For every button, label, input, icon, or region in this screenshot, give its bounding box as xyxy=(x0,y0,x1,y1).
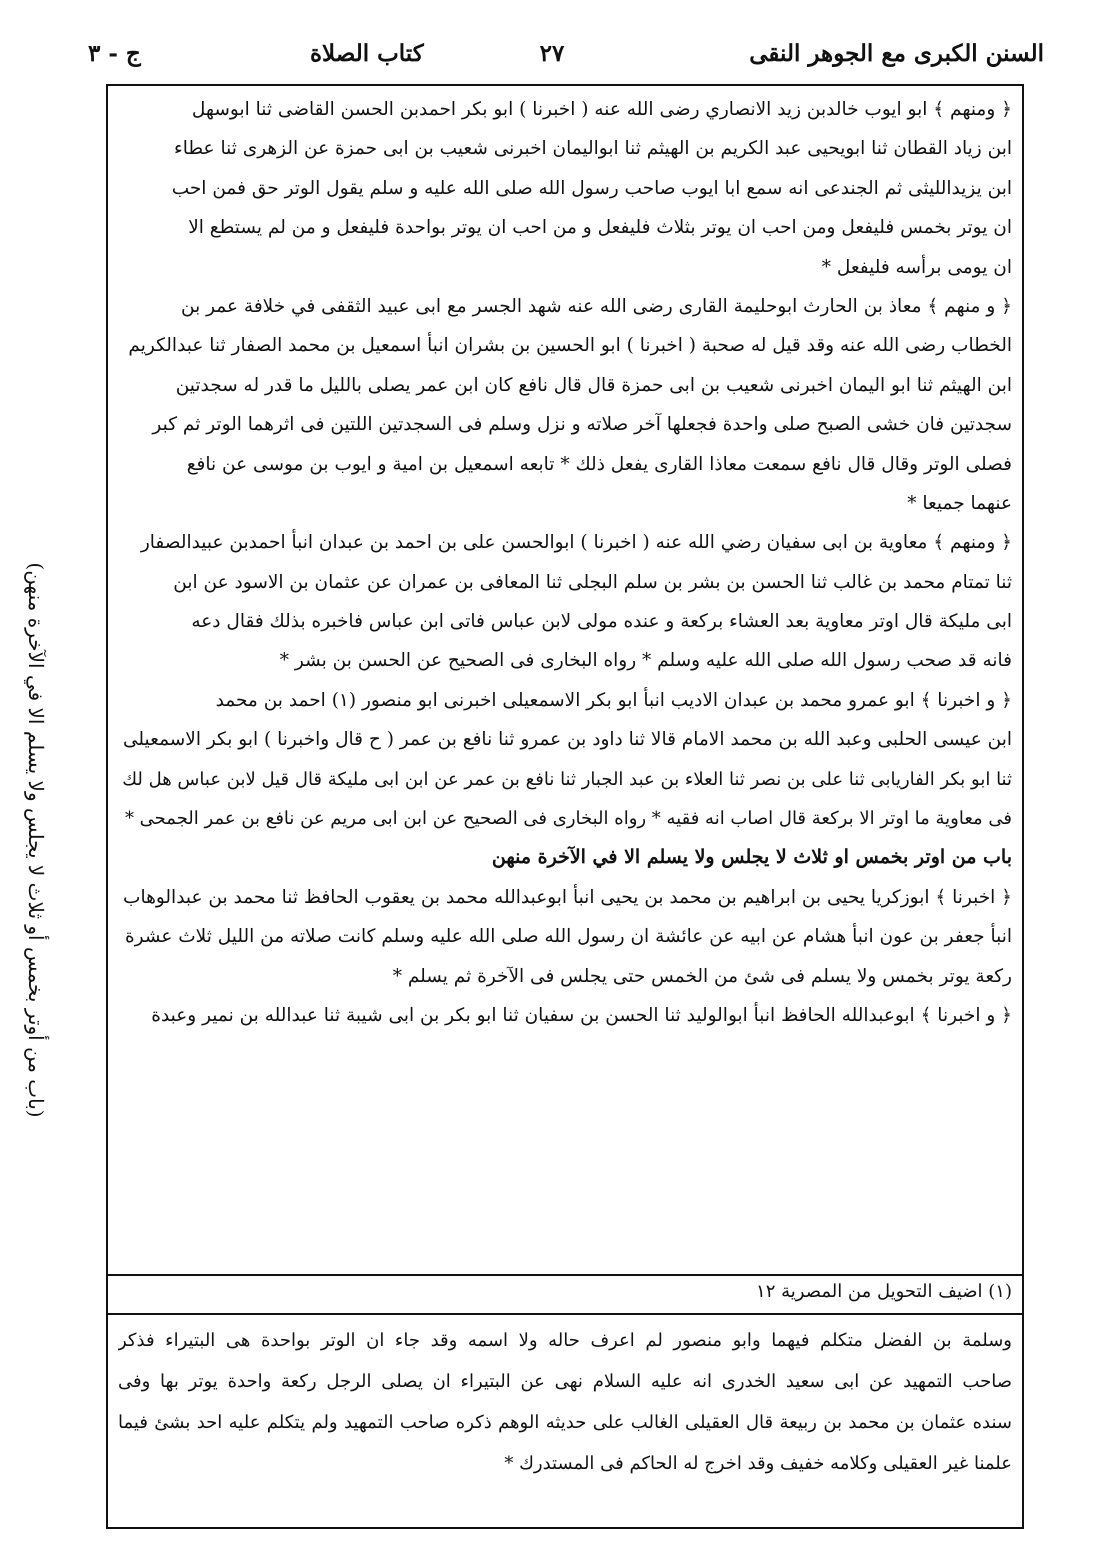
page-header xyxy=(60,36,1044,80)
book-title: السنن الكبرى مع الجوهر النقى xyxy=(749,40,1044,67)
text-line: ابى مليكة قال اوتر معاوية بعد العشاء بركعة و عنده مولى لابن عباس فاتى ابن عباس فاخبره بذلك فقال دعه xyxy=(191,611,1012,633)
text-line: عنهما جميعا * xyxy=(907,492,1012,514)
text-line: ركعة يوتر بخمس ولا يسلم فى شئ من الخمس حتى يجلس فى الآخرة ثم يسلم * xyxy=(392,965,1012,987)
page-number: ٢٧ xyxy=(539,40,565,67)
margin-note-text: (باب من أوتر بخمس أو ثلاث لا يجلس ولا يسلم الا في الآخرة منهن) xyxy=(24,562,48,1118)
text-line: ﴿ اخبرنا ﴾ ابوزكريا يحيى بن ابراهيم بن محمد بن يحيى انبأ ابوعبدالله محمد بن يعقوب الحافظ ثنا محمد بن عبدالوهاب xyxy=(123,886,1012,908)
text-line: ان يوتر بخمس فليفعل ومن احب ان يوتر بثلاث فليفعل و من احب ان يوتر بواحدة فليفعل و من لم يستطع الا xyxy=(188,217,1012,239)
text-line: ﴿ ومنهم ﴾ ابو ايوب خالدبن زيد الانصاري رضى الله عنه ( اخبرنا ) ابو بكر احمدبن الحسن القاضى ثنا ابوسهل xyxy=(191,99,1012,120)
text-line: ابن الهيثم ثنا ابو اليمان اخبرنى شعيب بن ابى حمزة قال قال نافع كان ابن عمر يصلى بالليل ما قدر له سجدتين xyxy=(175,374,1012,396)
text-line: ابن عيسى الحلبى وعبد الله بن محمد الامام قالا ثنا داود بن عمرو ثنا نافع بن عمر ( ح قال واخبرنا ) ابو بكر الاسمعيلى xyxy=(123,729,1012,751)
margin-chapter-note xyxy=(16,490,56,1190)
section-title: كتاب الصلاة xyxy=(310,40,424,67)
text-line: ﴿ و اخبرنا ﴾ ابوعبدالله الحافظ انبأ ابوالوليد ثنا الحسن بن سفيان ثنا ابو بكر بن ابى شيبة ثنا عبدالله بن نمير وعبدة xyxy=(151,1004,1012,1026)
footnote-text: (١) اضيف التحويل من المصرية ١٢ xyxy=(756,1281,1012,1302)
text-line: فانه قد صحب رسول الله صلى الله عليه وسلم * رواه البخارى فى الصحيح عن الحسن بن بشر * xyxy=(279,650,1012,672)
commentary-line: وسلمة بن الفضل متكلم فيهما وابو منصور لم اعرف حاله ولا اسمه وقد جاء ان الوتر بواحدة هى البتيراء فذكر xyxy=(118,1330,1012,1351)
text-line: ابن زياد القطان ثنا ابويحيى عبد الكريم بن الهيثم ثنا ابواليمان اخبرنى شعيب بن ابى حمزة عن الزهرى ثنا عطاء xyxy=(174,138,1012,160)
commentary-line: سنده عثمان بن محمد بن ربيعة قال العقيلى الغالب على حديثه الوهم ذكره صاحب التمهيد ولم يتكلم عليه احد بشئ فيما xyxy=(118,1412,1012,1433)
text-line: ثنا ابو بكر الفاريابى ثنا على بن نصر ثنا العلاء بن عبد الجبار ثنا نافع بن عمر عن ابن ابى مليكة قال قيل لابن عباس هل لك xyxy=(122,768,1012,790)
text-line: ابن يزيدالليثى ثم الجندعى انه سمع ابا ايوب صاحب رسول الله صلى الله عليه و سلم يقول الوتر حق فمن احب xyxy=(171,177,1012,199)
text-line: ﴿ ومنهم ﴾ معاوية بن ابى سفيان رضي الله عنه ( اخبرنا ) ابوالحسن على بن احمد بن عبدان انبأ احمدبن عبيدالصفار xyxy=(140,532,1012,554)
text-line: ﴿ و اخبرنا ﴾ ابو عمرو محمد بن عبدان الاديب انبأ ابو بكر الاسمعيلى اخبرنى ابو منصور (١) احمد بن محمد xyxy=(215,689,1012,711)
commentary-text xyxy=(118,1320,1012,1484)
text-line: ان يومى برأسه فليفعل * xyxy=(821,256,1012,278)
volume-label: ج - ٣ xyxy=(88,40,141,67)
text-line: ثنا تمتام محمد بن غالب ثنا الحسن بن بشر بن سلم البجلى ثنا المعافى بن عمران عن عثمان بن الاسود عن ابن xyxy=(173,571,1012,593)
text-line: الخطاب رضى الله عنه وقد قيل له صحبة ( اخبرنا ) ابو الحسين بن بشران انبأ اسمعيل بن محمد الصفار ثنا عبدالكريم xyxy=(128,335,1012,357)
main-text xyxy=(118,90,1012,1035)
text-line: انبأ جعفر بن عون انبأ هشام عن ابيه عن عائشة ان رسول الله صلى الله عليه وسلم كانت صلاته من الليل ثلاث عشرة xyxy=(124,926,1012,948)
commentary-line: علمنا غير العقيلى وكلامه خفيف وقد اخرج له الحاكم فى المستدرك * xyxy=(504,1453,1012,1474)
commentary-divider xyxy=(106,1313,1024,1315)
footnote xyxy=(118,1276,1012,1308)
text-line: فى معاوية ما اوتر الا بركعة قال اصاب انه فقيه * رواه البخارى فى الصحيح عن ابن ابى مريم عن نافع بن عمر الجمحى * xyxy=(124,808,1012,830)
text-line: فصلى الوتر وقال قال نافع سمعت معاذا القارى يفعل ذلك * تابعه اسمعيل بن امية و ايوب بن موسى عن نافع xyxy=(186,453,1012,475)
chapter-heading: باب من اوتر بخمس او ثلاث لا يجلس ولا يسلم الا في الآخرة منهن xyxy=(491,846,1012,869)
text-line: سجدتين فان خشى الصبح صلى واحدة فجعلها آخر صلاته و نزل وسلم فى السجدتين اللتين فى اثرهما الوتر ثم كبر xyxy=(152,414,1012,436)
commentary-line: صاحب التمهيد عن ابى سعيد الخدرى انه عليه السلام نهى عن البتيراء ان يصلى الرجل ركعة واحدة يوتر بها وفى xyxy=(118,1371,1012,1392)
text-line: ﴿ و منهم ﴾ معاذ بن الحارث ابوحليمة القارى رضى الله عنه شهد الجسر مع ابى عبيد الثقفى في خلافة عمر بن xyxy=(180,295,1012,317)
